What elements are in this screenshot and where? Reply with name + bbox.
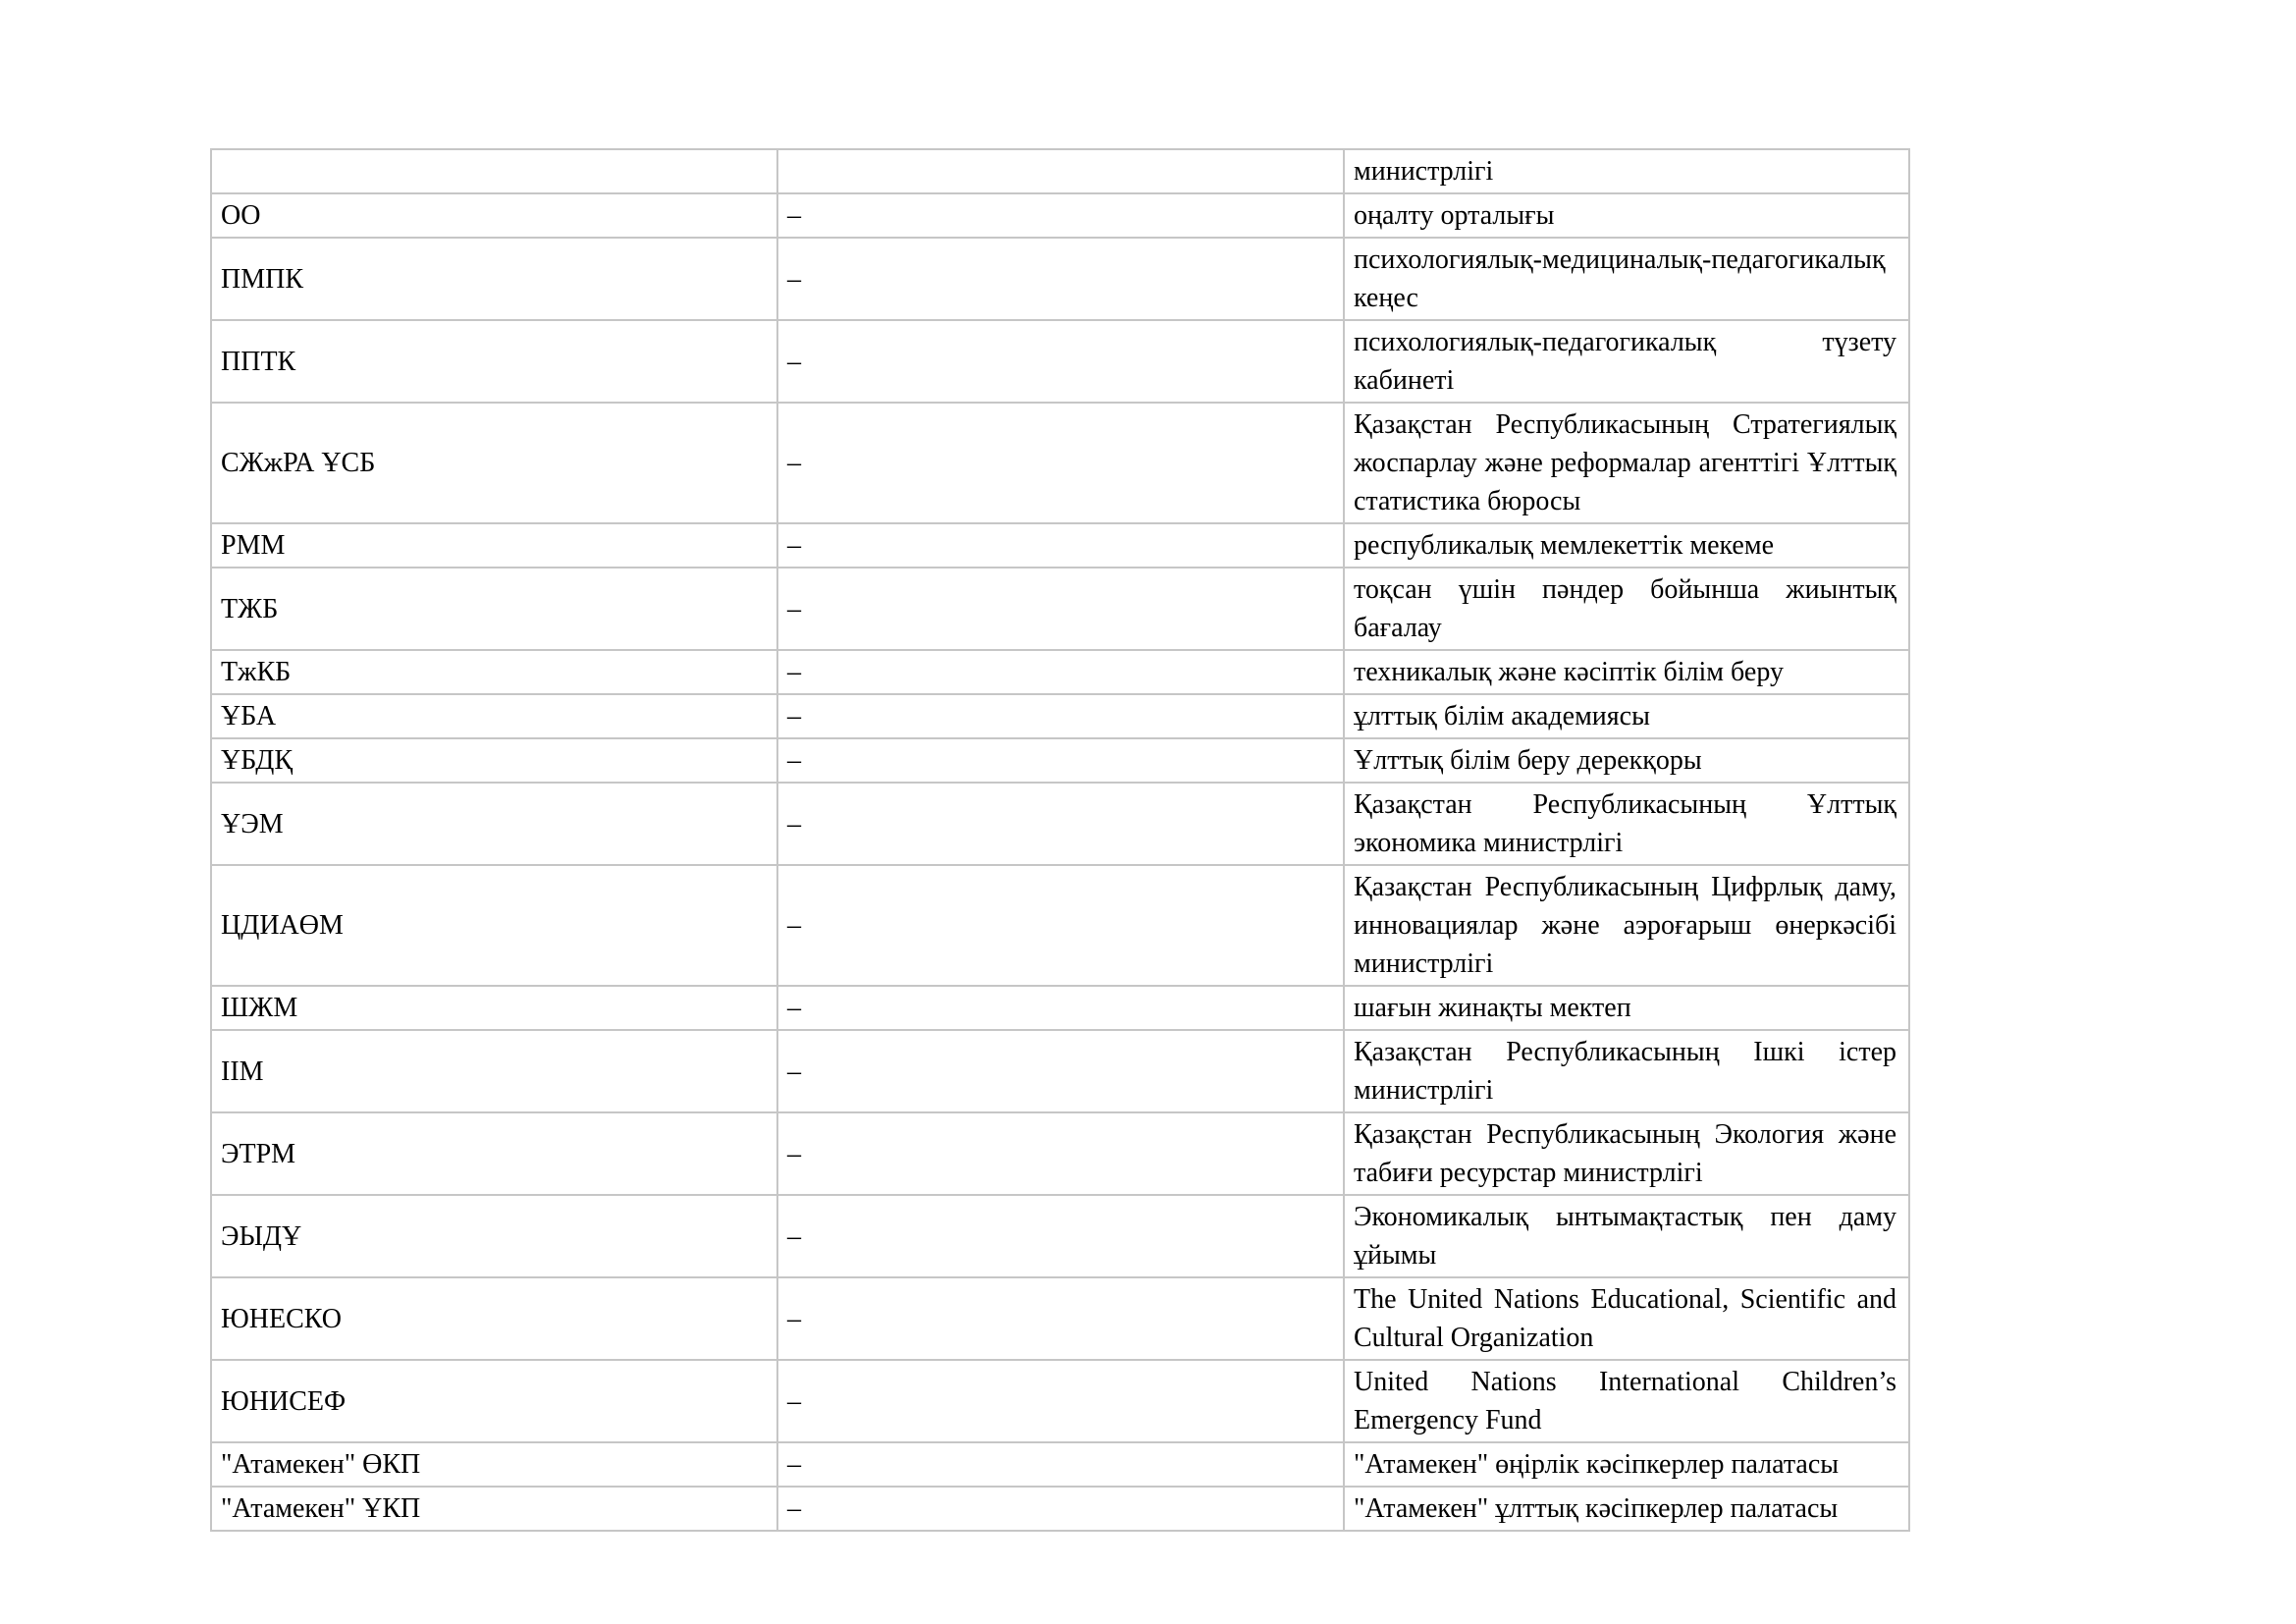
table-row [211,149,1909,193]
definition-line: оңалту орталығы [1354,200,1555,231]
abbreviation-cell: ІІМ [211,1030,777,1112]
definition-cell [1344,986,1909,1030]
abbreviation-cell: "Атамекен" ҰКП [211,1487,777,1531]
definition-line: техникалық және кәсіптік білім беру [1354,657,1784,687]
definition-line: Экономикалық ынтымақтастық пен даму [1354,1202,1896,1232]
table-row [211,1360,1909,1442]
separator-cell: – [777,694,1344,738]
table-row [211,1112,1909,1195]
abbreviation-cell: ЦДИАӨМ [211,865,777,986]
separator-cell: – [777,1195,1344,1277]
table-row [211,650,1909,694]
definition-cell [1344,193,1909,238]
table-row [211,403,1909,523]
separator-cell: – [777,1030,1344,1112]
separator-cell: – [777,238,1344,320]
definition-cell [1344,783,1909,865]
definition-line: республикалық мемлекеттік мекеме [1354,530,1774,561]
definition-line: тоқсан үшін пәндер бойынша жиынтық [1354,574,1896,605]
separator-cell [777,149,1344,193]
table-row [211,1030,1909,1112]
abbreviation-cell: ОО [211,193,777,238]
definition-line: Қазақстан Республикасының Экология және [1354,1119,1896,1150]
abbreviation-cell: ЮНЕСКО [211,1277,777,1360]
definition-cell [1344,149,1909,193]
separator-cell: – [777,783,1344,865]
separator-cell: – [777,650,1344,694]
abbreviation-cell: ТЖБ [211,568,777,650]
table-row [211,523,1909,568]
definition-line: ұйымы [1354,1240,1437,1271]
definition-line: табиғи ресурстар министрлігі [1354,1158,1703,1188]
definition-cell [1344,238,1909,320]
definition-line: Қазақстан Республикасының Ішкі істер [1354,1037,1896,1067]
table-row [211,568,1909,650]
definition-cell [1344,1030,1909,1112]
table-row [211,865,1909,986]
definition-cell [1344,1487,1909,1531]
definition-cell [1344,694,1909,738]
definition-cell [1344,650,1909,694]
definition-line: "Атамекен" өңірлік кәсіпкерлер палатасы [1354,1449,1840,1480]
separator-cell: – [777,865,1344,986]
separator-cell: – [777,738,1344,783]
table-row [211,986,1909,1030]
table-row [211,694,1909,738]
definition-line: психологиялық-медициналық-педагогикалық [1354,244,1886,275]
definition-cell [1344,1277,1909,1360]
abbreviation-cell: ШЖМ [211,986,777,1030]
definition-line: Қазақстан Республикасының Ұлттық [1354,789,1896,820]
separator-cell: – [777,1487,1344,1531]
abbreviation-cell: ППТК [211,320,777,403]
abbreviation-cell: ЭТРМ [211,1112,777,1195]
table-row [211,738,1909,783]
separator-cell: – [777,403,1344,523]
definition-line: The United Nations Educational, Scientific and [1354,1284,1896,1315]
definition-line: министрлігі [1354,948,1494,979]
abbreviation-cell: РММ [211,523,777,568]
definition-line: "Атамекен" ұлттық кәсіпкерлер палатасы [1354,1493,1839,1524]
abbreviation-cell: ЭЫДҰ [211,1195,777,1277]
separator-cell: – [777,523,1344,568]
definition-line: United Nations International Children’s [1354,1367,1896,1397]
definition-line: Қазақстан Республикасының Цифрлық даму, [1354,872,1896,902]
definition-cell [1344,738,1909,783]
abbreviations-table-body [211,149,1909,1531]
table-row [211,238,1909,320]
abbreviation-cell [211,149,777,193]
definition-cell [1344,1112,1909,1195]
definition-line: кеңес [1354,283,1418,313]
definition-line: инновациялар және аэроғарыш өнеркәсібі [1354,910,1896,941]
definition-cell [1344,403,1909,523]
abbreviations-table [210,148,1910,1532]
definition-line: шағын жинақты мектеп [1354,993,1631,1023]
definition-cell [1344,568,1909,650]
definition-cell [1344,1442,1909,1487]
definition-line: статистика бюросы [1354,486,1581,516]
definition-cell [1344,1195,1909,1277]
separator-cell: – [777,1442,1344,1487]
table-row [211,320,1909,403]
abbreviation-cell: ҰЭМ [211,783,777,865]
definition-line: бағалау [1354,613,1442,643]
definition-line: экономика министрлігі [1354,828,1624,858]
definition-line: Ұлттық білім беру дерекқоры [1354,745,1702,776]
table-row [211,1195,1909,1277]
abbreviation-cell: СЖжРА ҰСБ [211,403,777,523]
definition-line: Cultural Organization [1354,1323,1594,1353]
table-row [211,1277,1909,1360]
definition-cell [1344,523,1909,568]
abbreviation-cell: ЮНИСЕФ [211,1360,777,1442]
definition-line: жоспарлау және реформалар агенттігі Ұлттық [1354,448,1896,478]
separator-cell: – [777,193,1344,238]
table-row [211,1442,1909,1487]
abbreviation-cell: ҰБА [211,694,777,738]
definition-line: Emergency Fund [1354,1405,1542,1435]
table-row [211,1487,1909,1531]
definition-line: министрлігі [1354,1075,1494,1106]
definition-cell [1344,320,1909,403]
definition-line: ұлттық білім академиясы [1354,701,1650,731]
abbreviation-cell: ҰБДҚ [211,738,777,783]
separator-cell: – [777,320,1344,403]
abbreviation-cell: "Атамекен" ӨКП [211,1442,777,1487]
abbreviation-cell: ПМПК [211,238,777,320]
definition-line: психологиялық-педагогикалық түзету кабинеті [1354,327,1896,396]
definition-cell [1344,865,1909,986]
table-row [211,193,1909,238]
definition-line: министрлігі [1354,156,1494,187]
definition-cell [1344,1360,1909,1442]
separator-cell: – [777,1360,1344,1442]
separator-cell: – [777,1112,1344,1195]
separator-cell: – [777,568,1344,650]
definition-line: Қазақстан Республикасының Стратегиялық [1354,409,1896,440]
separator-cell: – [777,1277,1344,1360]
separator-cell: – [777,986,1344,1030]
abbreviation-cell: ТжКБ [211,650,777,694]
table-row [211,783,1909,865]
